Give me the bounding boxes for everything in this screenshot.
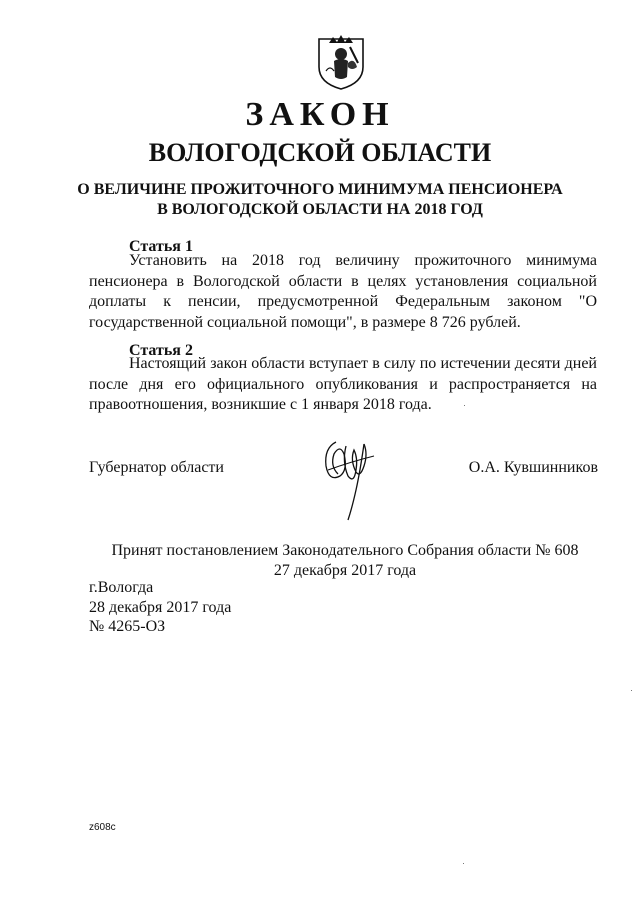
- scan-speck: [631, 690, 632, 691]
- law-heading: [0, 180, 640, 220]
- article-1-title: Статья 1: [129, 238, 193, 255]
- issue-date: 28 декабря 2017 года: [89, 599, 232, 616]
- handwritten-signature-icon: [320, 432, 380, 524]
- coat-of-arms-icon: [316, 33, 366, 91]
- signatory-name: О.А. Кувшинников: [468, 459, 598, 476]
- law-region: ВОЛОГОДСКОЙ ОБЛАСТИ: [148, 138, 492, 167]
- article-1-text: Установить на 2018 год величину прожиточного минимума пенсионера в Вологодской области в целях установления социальной доплаты к пенсии, предусмотренной Федеральным законом "О государственной социальной помощи", в размере 8 726 рублей.: [89, 252, 597, 331]
- law-heading-line-1: О ВЕЛИЧИНЕ ПРОЖИТОЧНОГО МИНИМУМА ПЕНСИОНЕРА: [77, 181, 563, 198]
- issue-city: г.Вологда: [89, 579, 154, 596]
- law-title: ЗАКОН: [245, 96, 395, 133]
- scan-speck: [463, 863, 464, 864]
- law-number: № 4265-ОЗ: [89, 618, 166, 635]
- adoption-line-2: 27 декабря 2017 года: [273, 562, 417, 579]
- article-2-text: Настоящий закон области вступает в силу по истечении десяти дней после дня его официального опубликования и распространяется на правоотношения, возникшие с 1 января 2018 года.: [89, 355, 597, 413]
- law-heading-line-2: В ВОЛОГОДСКОЙ ОБЛАСТИ НА 2018 ГОД: [157, 201, 483, 218]
- footer-code: z608c: [89, 822, 116, 833]
- adoption-line-1: Принят постановлением Законодательного Собрания области № 608: [111, 542, 579, 559]
- adoption-note: [0, 541, 640, 581]
- signatory-role: Губернатор области: [89, 459, 224, 476]
- scan-speck: [464, 405, 465, 406]
- article-2-title: Статья 2: [129, 342, 193, 359]
